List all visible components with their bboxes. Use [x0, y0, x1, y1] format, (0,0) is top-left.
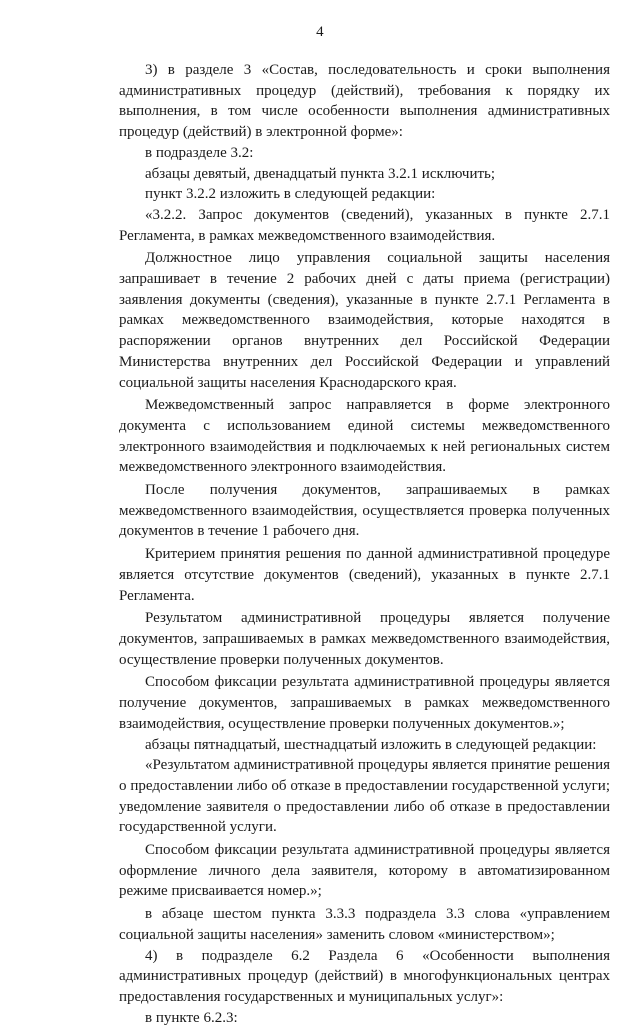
paragraph: После получения документов, запрашиваемых в рамках межведомственного взаимодействия, осуществляется проверка полученных документов в течение 1 рабочего дня. — [119, 482, 610, 540]
paragraph: абзацы пятнадцатый, шестнадцатый изложить в следующей редакции: — [145, 736, 597, 753]
paragraph: «3.2.2. Запрос документов (сведений), указанных в пункте 2.7.1 Регламента, в рамках межведомственного взаимодействия. — [119, 206, 610, 244]
paragraph: 4) в подразделе 6.2 Раздела 6 «Особенности выполнения административных процедур (действий) в многофункциональных центрах предоставления государственных и муниципальных услуг»: — [119, 947, 610, 1005]
paragraph: в пункте 6.2.3: — [145, 1009, 238, 1026]
paragraph: Критерием принятия решения по данной административной процедуре является отсутствие документов (сведений), указанных в пункте 2.7.1 Регламента. — [119, 546, 610, 604]
paragraph: в абзаце шестом пункта 3.3.3 подраздела 3.3 слова «управлением социальной защиты населения» заменить словом «министерством»; — [119, 906, 610, 943]
paragraph: Должностное лицо управления социальной защиты населения запрашивает в течение 2 рабочих дней с даты приема (регистрации) заявления документы (сведения), указанные в пункте 2.7.1 Регламента в рамках межведомственного взаимодействия, которые находятся в распоряжении органов внутренних дел Российской Федерации Министерства внутренних дел Российской Федерации и управлений социальной защиты населения Краснодарского края. — [119, 250, 610, 391]
paragraph: в подразделе 3.2: — [145, 144, 254, 161]
paragraph: 3) в разделе 3 «Состав, последовательность и сроки выполнения административных процедур (действий), требования к порядку их выполнения, в том числе особенности выполнения административных процедур (действий) в электронной форме»: — [119, 62, 610, 141]
paragraph: пункт 3.2.2 изложить в следующей редакции: — [145, 186, 436, 203]
document-body — [119, 60, 610, 1028]
paragraph: Межведомственный запрос направляется в форме электронного документа с использованием единой системы межведомственного электронного взаимодействия и подключаемых к ней региональных систем межведомственного электронного взаимодействия. — [119, 397, 610, 476]
paragraph: Результатом административной процедуры является получение документов, запрашиваемых в рамках межведомственного взаимодействия, осуществление проверки полученных документов. — [119, 610, 610, 668]
paragraph: Способом фиксации результата административной процедуры является получение документов, запрашиваемых в рамках межведомственного взаимодействия, осуществление проверки полученных документов.»; — [119, 674, 610, 732]
page-number: 4 — [316, 24, 324, 40]
paragraph: «Результатом административной процедуры является принятие решения о предоставлении либо об отказе в предоставлении государственной услуги; уведомление заявителя о предоставлении либо об отказе в предоставлении государственной услуги. — [119, 757, 610, 836]
paragraph: абзацы девятый, двенадцатый пункта 3.2.1 исключить; — [145, 165, 496, 182]
paragraph: Способом фиксации результата административной процедуры является оформление личного дела заявителя, которому в автоматизированном режиме присваивается номер.»; — [119, 842, 610, 900]
